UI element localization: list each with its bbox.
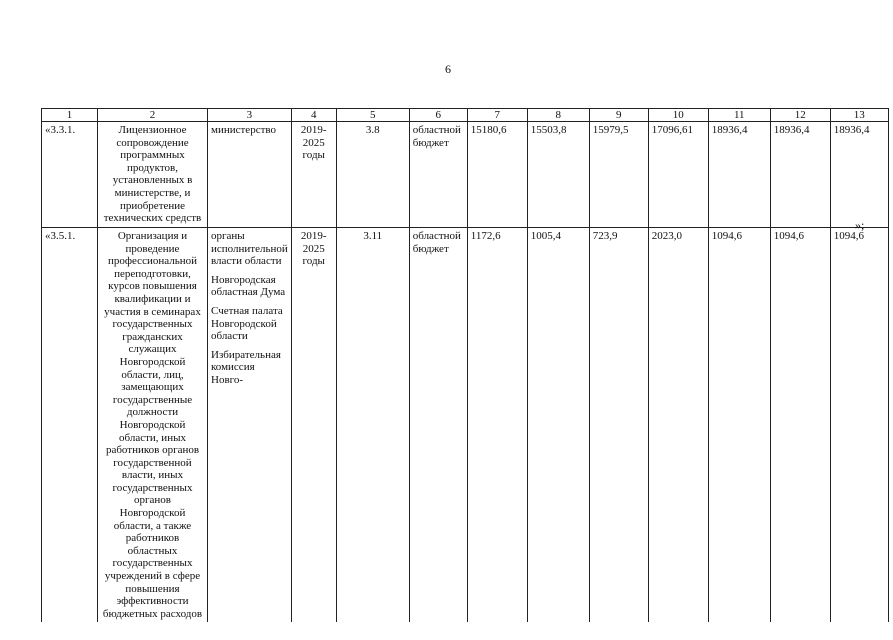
executor-name: Счетная палата Новгородской области [211, 304, 283, 343]
column-number: 10 [648, 109, 708, 122]
funding-value: 723,9 [589, 228, 648, 623]
budget-table [41, 108, 889, 622]
implementation-period: 2019-2025 годы [291, 122, 336, 228]
funding-value: 15503,8 [527, 122, 589, 228]
activity-name: Лицензионное сопровождение программных продуктов, установленных в министерстве, и приобретение технических средств [98, 122, 208, 228]
column-number: 6 [409, 109, 467, 122]
funding-value: 18936,4 [708, 122, 770, 228]
funding-value: 17096,61 [648, 122, 708, 228]
funding-value: 2023,0 [648, 228, 708, 623]
table-row [42, 122, 889, 228]
activity-executor [208, 122, 292, 228]
executor-name: органы исполнительной власти области [211, 230, 288, 268]
activity-code: «3.5.1. [42, 228, 98, 623]
row-closing-quote: »; [855, 218, 865, 232]
funding-source: областной бюджет [409, 228, 467, 623]
funding-value: 18936,4 [770, 122, 830, 228]
column-number: 5 [336, 109, 409, 122]
table-row [42, 228, 889, 623]
executor-name: Новгородская областная Дума [211, 273, 286, 299]
column-number: 4 [291, 109, 336, 122]
implementation-period: 2019-2025 годы [291, 228, 336, 623]
activity-code: «3.3.1. [42, 122, 98, 228]
funding-value: 15180,6 [467, 122, 527, 228]
page-number: 6 [445, 62, 451, 76]
column-number: 9 [589, 109, 648, 122]
activity-name: Организация и проведение профессиональной переподготовки, курсов повышения квалификации и участия в семинарах государственных гражданских служащих Новгородской области, лиц, замещающих государственные должности Новгородской области, иных работников органов государственной власти, иных государственных органов Новгородской области, а также работников областных государственных учреждений в сфере повышения эффективности бюджетных расходов [98, 228, 208, 623]
column-number: 7 [467, 109, 527, 122]
column-number: 1 [42, 109, 98, 122]
column-number: 3 [208, 109, 292, 122]
funding-value: 1172,6 [467, 228, 527, 623]
target-indicator: 3.8 [336, 122, 409, 228]
target-indicator: 3.11 [336, 228, 409, 623]
funding-source: областной бюджет [409, 122, 467, 228]
funding-value: 18936,4 [830, 122, 888, 228]
column-number-row [42, 109, 889, 122]
funding-value: 1094,6 [708, 228, 770, 623]
activity-executor [208, 228, 292, 623]
column-number: 2 [98, 109, 208, 122]
funding-value: 1005,4 [527, 228, 589, 623]
column-number: 8 [527, 109, 589, 122]
funding-value: 1094,6 [830, 228, 888, 623]
executor-name: министерство [211, 124, 277, 136]
funding-value: 15979,5 [589, 122, 648, 228]
funding-value: 1094,6 [770, 228, 830, 623]
column-number: 11 [708, 109, 770, 122]
column-number: 13 [830, 109, 888, 122]
executor-name: Избирательная комиссия Новго- [211, 348, 281, 386]
column-number: 12 [770, 109, 830, 122]
